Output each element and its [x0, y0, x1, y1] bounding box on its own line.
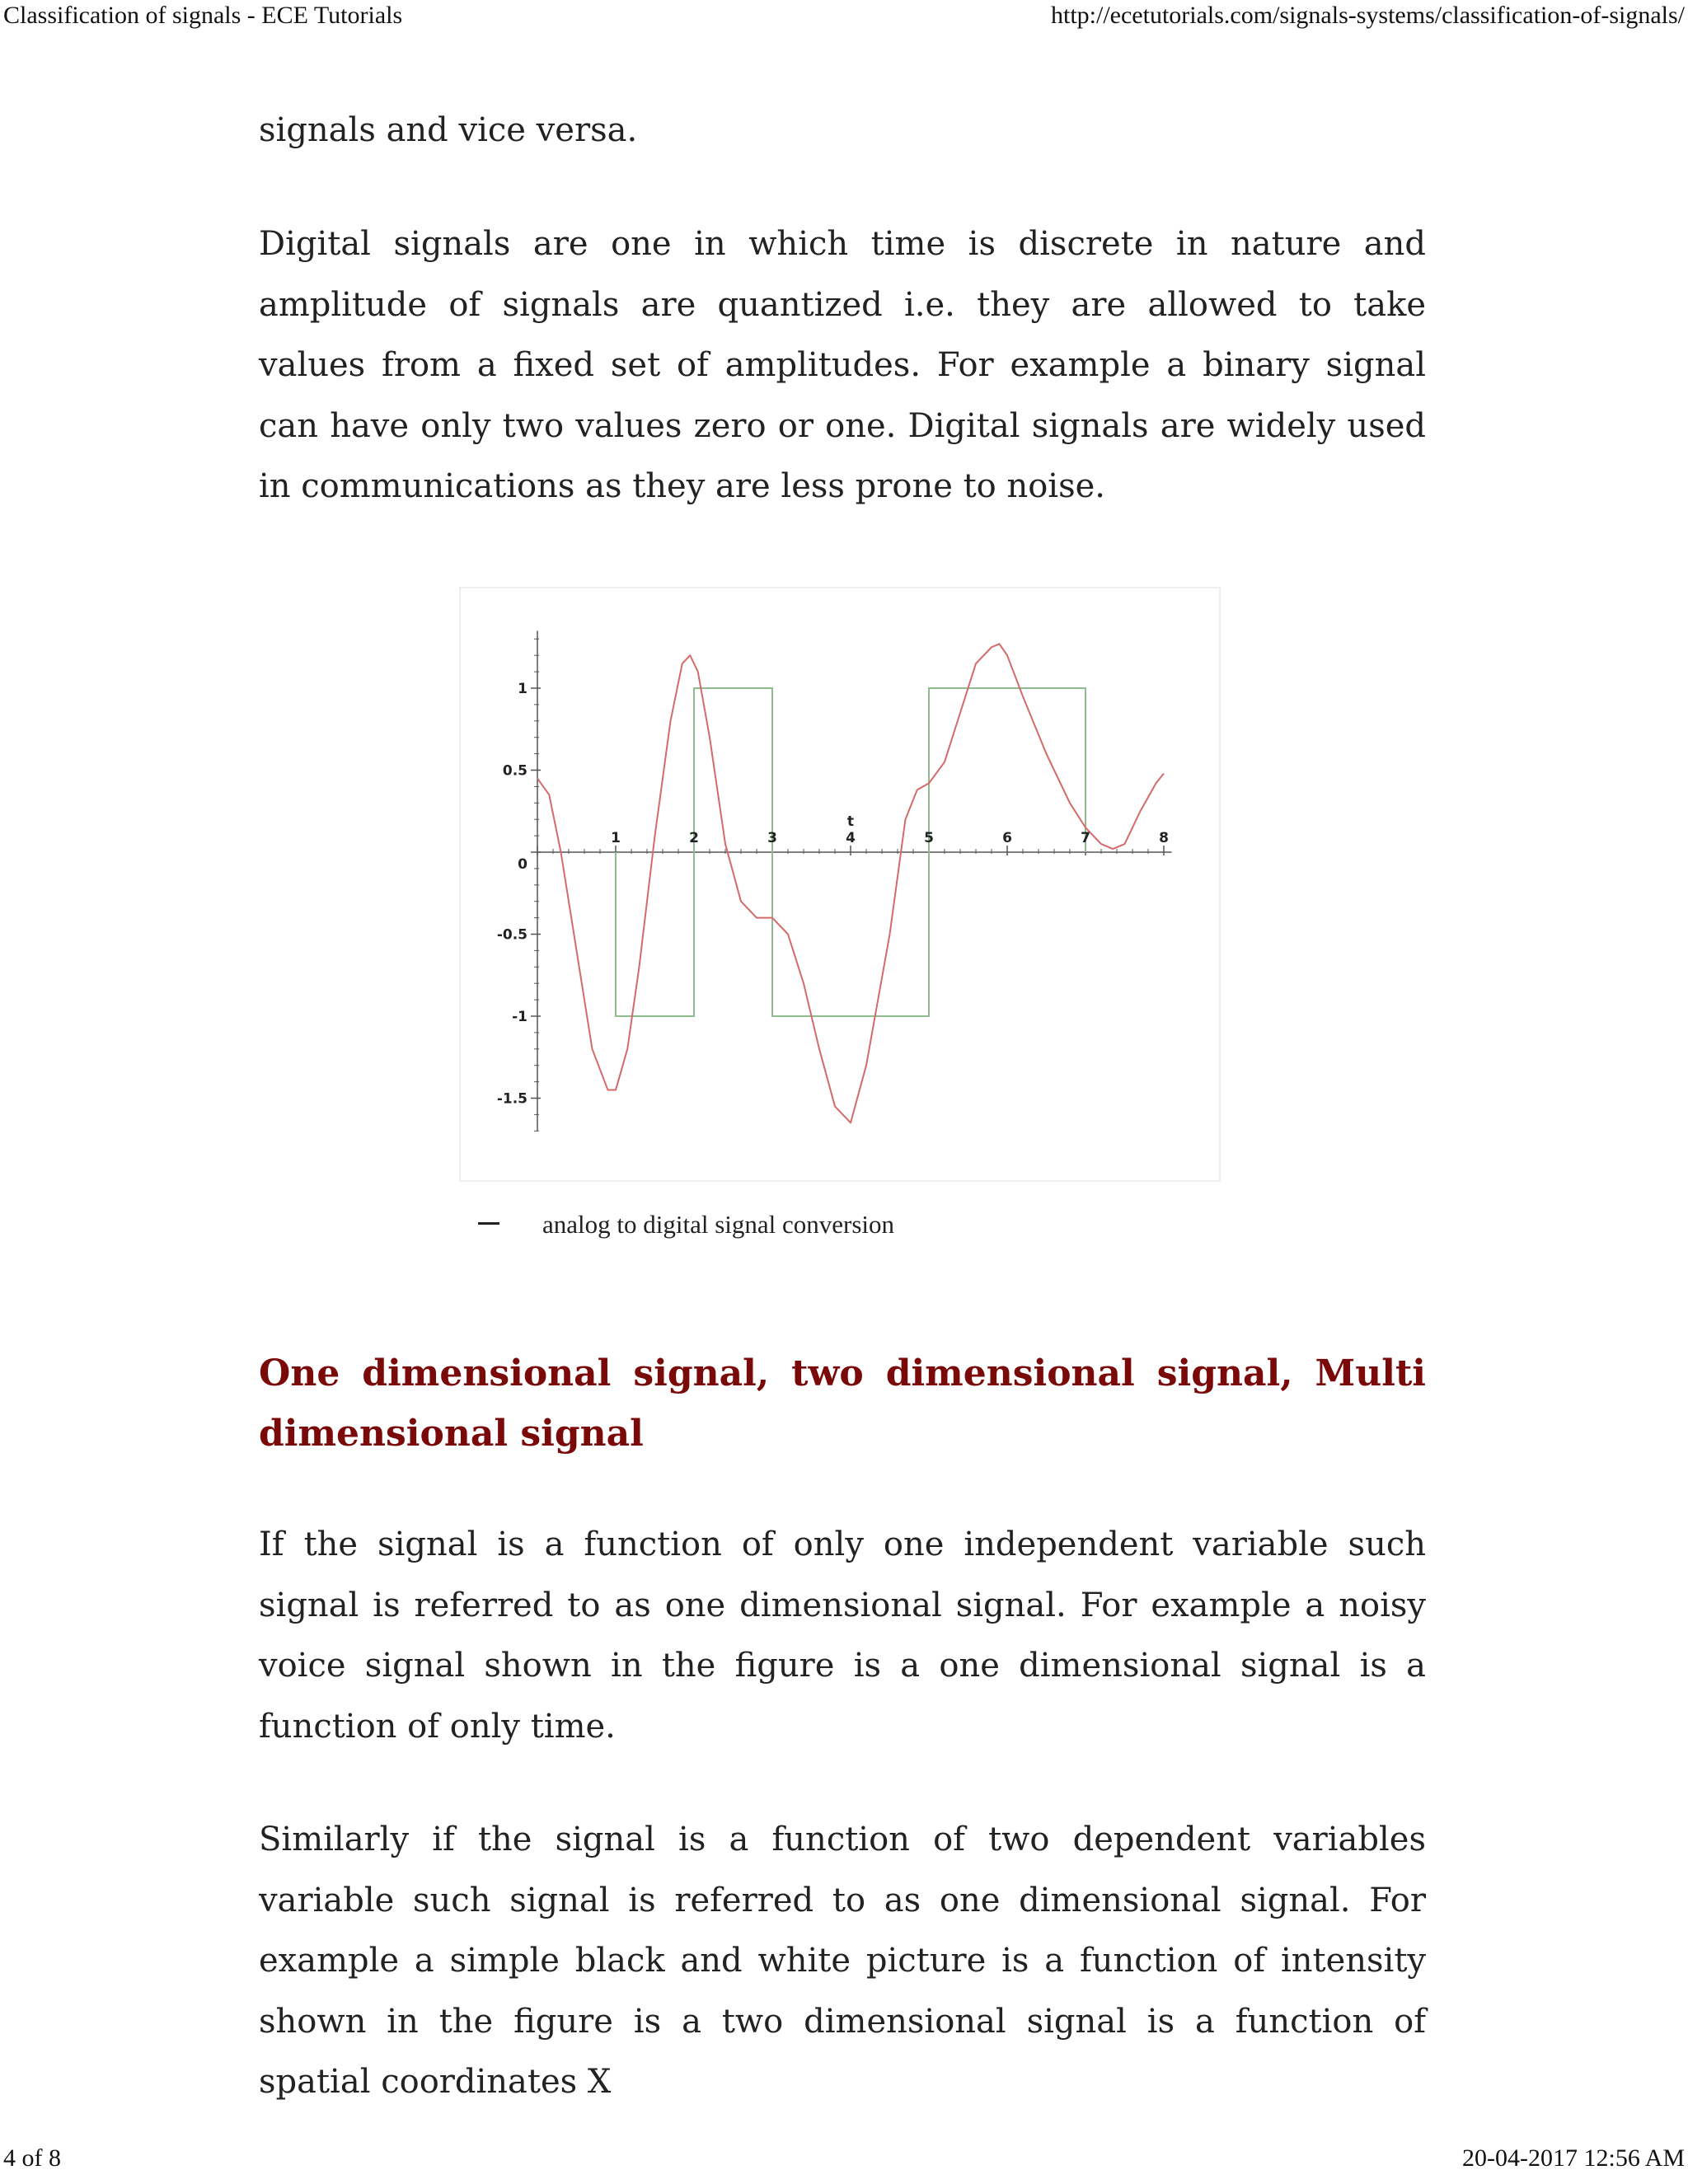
- y-tick-label: 0.5: [502, 762, 528, 780]
- x-axis-label: t: [846, 813, 855, 830]
- page-number: 4 of 8: [3, 2144, 61, 2172]
- paragraph-vice-versa: signals and vice versa.: [259, 111, 638, 149]
- x-tick-label: 3: [767, 830, 777, 846]
- x-tick-label: 8: [1159, 830, 1169, 846]
- page-title: Classification of signals - ECE Tutorials: [3, 2, 403, 29]
- y-tick-label: -0.5: [496, 926, 528, 944]
- page-url[interactable]: http://ecetutorials.com/signals-systems/classification-of-signals/: [1050, 2, 1685, 29]
- print-footer: [0, 2144, 1688, 2177]
- y-tick-label: 1: [518, 681, 528, 697]
- tick-label-layer: [497, 681, 1169, 1108]
- analog-signal-line: [537, 644, 1164, 1122]
- signal-chart: [461, 588, 1219, 1180]
- section-heading: One dimensional signal, two dimensional signal, Multi dimensional signal: [259, 1352, 1426, 1455]
- y-tick-label: 0: [518, 856, 528, 873]
- x-tick-label: 6: [1002, 830, 1012, 846]
- print-datetime: 20-04-2017 12:56 AM: [1462, 2144, 1685, 2172]
- paragraph-digital-signals: Digital signals are one in which time is discrete in nature and amplitude of signals are quantized i.e. they are allowed to take values from a fixed set of amplitudes. For example a binary signal can have only two values zero or one. Digital signals are widely used in communications as they are less prone to noise.: [259, 225, 1426, 505]
- y-tick-label: -1.5: [496, 1090, 528, 1108]
- print-header: [0, 2, 1688, 35]
- x-tick-label: 5: [924, 830, 934, 846]
- x-tick-label: 7: [1081, 830, 1090, 846]
- x-tick-label: 2: [689, 830, 699, 846]
- y-tick-label: -1: [512, 1009, 528, 1025]
- paragraph-two-dimensional: Similarly if the signal is a function of two dependent variables variable such signal is referred to as one dimensional signal. For example a simple black and white picture is a function of intensity shown in the figure is a two dimensional signal is a function of spatial coordinates X: [259, 1821, 1426, 2101]
- figure-caption-text: analog to digital signal conversion: [542, 1210, 895, 1239]
- x-tick-label: 1: [611, 830, 621, 846]
- signal-figure: [459, 587, 1221, 1182]
- x-tick-label: 4: [846, 830, 856, 846]
- paragraph-one-dimensional: If the signal is a function of only one independent variable such signal is referred to as one dimensional signal. For example a noisy voice signal shown in the figure is a one dimensional signal is a function of only time.: [259, 1526, 1426, 1746]
- legend-line-icon: [478, 1222, 499, 1225]
